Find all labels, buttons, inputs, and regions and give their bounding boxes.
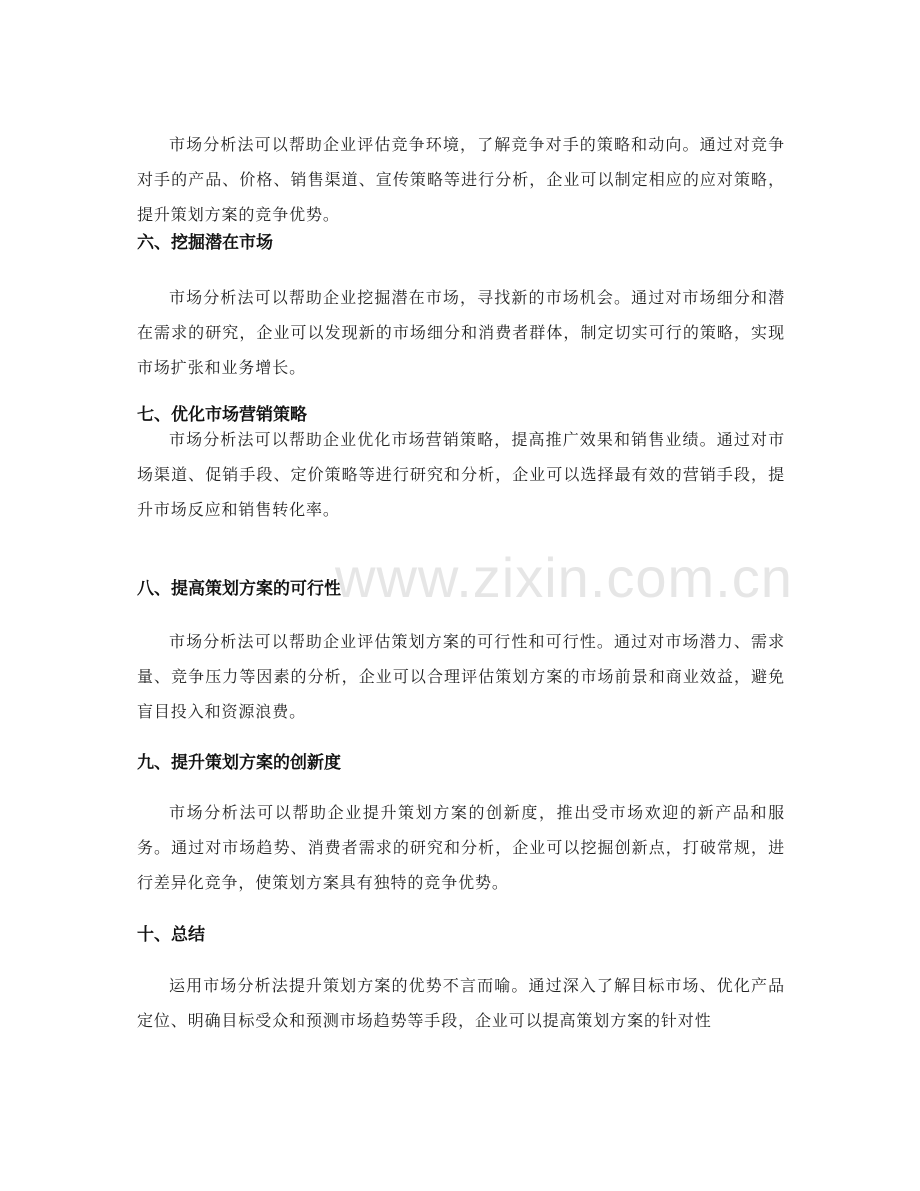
paragraph-section-9: 市场分析法可以帮助企业提升策划方案的创新度，推出受市场欢迎的新产品和服务。通过对市场趋势、消费者需求的研究和分析，企业可以挖掘创新点，打破常规，进行差异化竞争，使策划方案具有独特的竞争优势。 bbox=[137, 803, 785, 892]
paragraph-section-10: 运用市场分析法提升策划方案的优势不言而喻。通过深入了解目标市场、优化产品定位、明确目标受众和预测市场趋势等手段，企业可以提高策划方案的针对性 bbox=[137, 976, 785, 1030]
paragraph-competition: 市场分析法可以帮助企业评估竞争环境，了解竞争对手的策略和动向。通过对竞争对手的产品、价格、销售渠道、宣传策略等进行分析，企业可以制定相应的应对策略，提升策划方案的竞争优势。 bbox=[137, 135, 785, 224]
heading-section-10: 十、总结 bbox=[137, 925, 205, 945]
watermark: www.zixin.com.cn bbox=[335, 546, 793, 609]
paragraph-section-6: 市场分析法可以帮助企业挖掘潜在市场，寻找新的市场机会。通过对市场细分和潜在需求的研究，企业可以发现新的市场细分和消费者群体，制定切实可行的策略，实现市场扩张和业务增长。 bbox=[137, 288, 785, 377]
paragraph-section-7: 市场分析法可以帮助企业优化市场营销策略，提高推广效果和销售业绩。通过对市场渠道、促销手段、定价策略等进行研究和分析，企业可以选择最有效的营销手段，提升市场反应和销售转化率。 bbox=[137, 430, 785, 519]
heading-section-8: 八、提高策划方案的可行性 bbox=[137, 579, 341, 599]
paragraph-section-8: 市场分析法可以帮助企业评估策划方案的可行性和可行性。通过对市场潜力、需求量、竞争压力等因素的分析，企业可以合理评估策划方案的市场前景和商业效益，避免盲目投入和资源浪费。 bbox=[137, 632, 785, 721]
heading-section-7: 七、优化市场营销策略 bbox=[137, 405, 307, 425]
heading-section-6: 六、挖掘潜在市场 bbox=[137, 233, 273, 253]
heading-section-9: 九、提升策划方案的创新度 bbox=[137, 753, 341, 773]
